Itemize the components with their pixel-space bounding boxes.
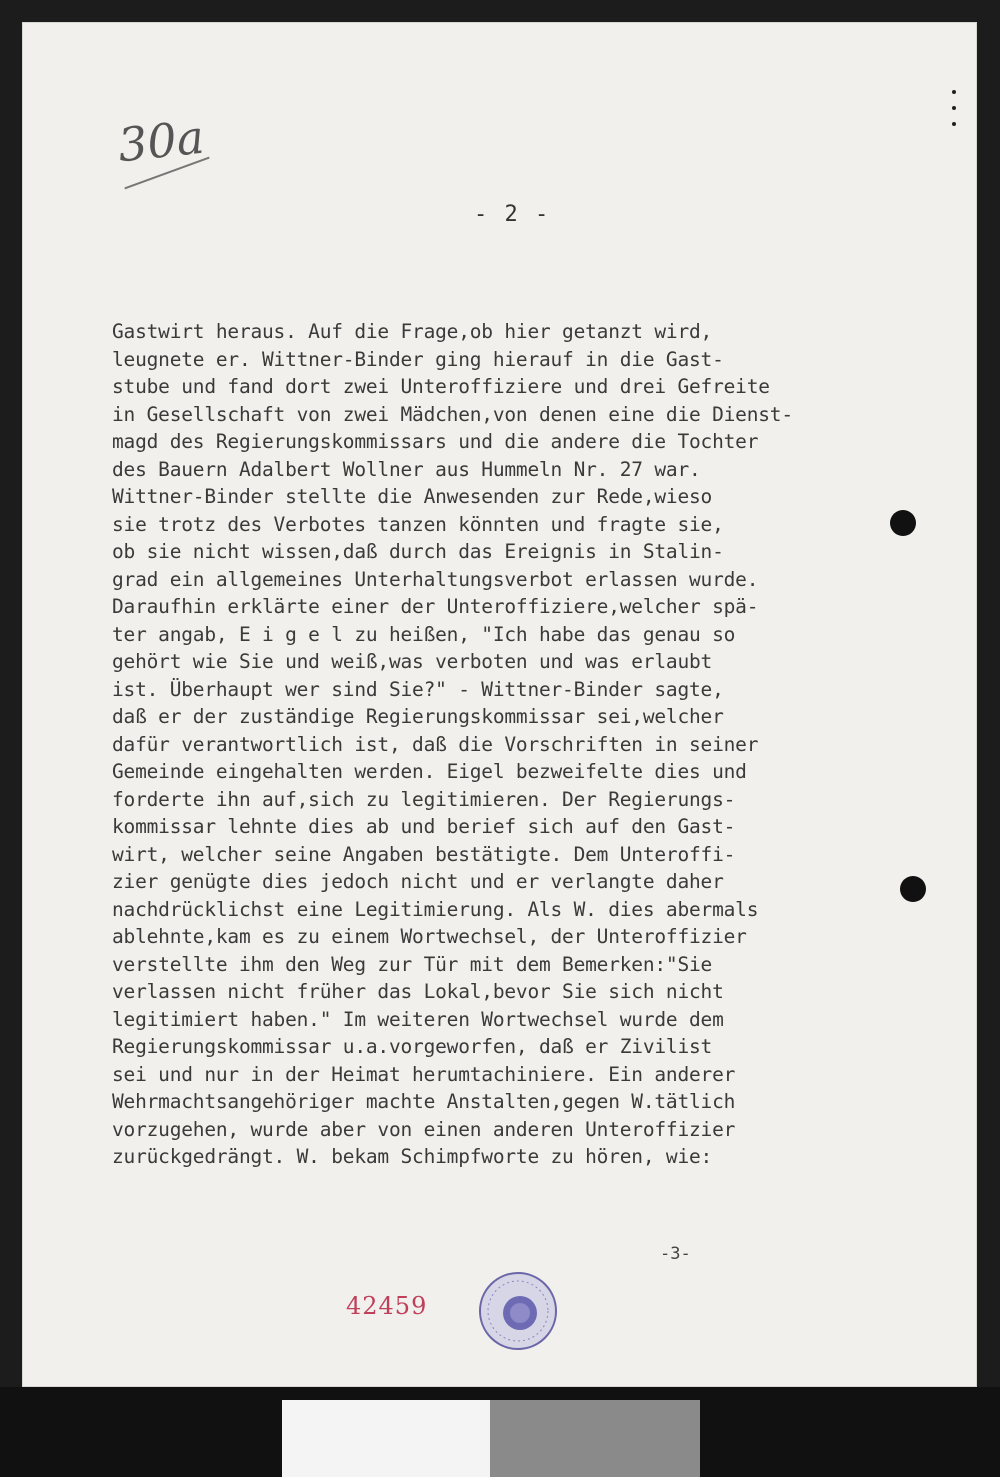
- punch-hole: [890, 510, 916, 536]
- text-line: daß er der zuständige Regierungskommissar sei,welcher: [112, 705, 724, 728]
- archive-seal-stamp: [477, 1270, 559, 1352]
- text-line: Daraufhin erklärte einer der Unteroffiziere,welcher spä-: [112, 595, 759, 618]
- handwritten-folio-number: 30a: [115, 109, 207, 173]
- document-page: [22, 22, 977, 1387]
- text-line: Gemeinde eingehalten werden. Eigel bezweifelte dies und: [112, 760, 747, 783]
- text-line: magd des Regierungskommissars und die andere die Tochter: [112, 430, 759, 453]
- text-line: sie trotz des Verbotes tanzen könnten und fragte sie,: [112, 512, 724, 536]
- body-text: [112, 318, 832, 1171]
- text-line: nachdrücklichst eine Legitimierung. Als W. dies abermals: [112, 897, 759, 921]
- text-line: zier genügte dies jedoch nicht und er verlangte daher: [112, 870, 724, 893]
- continuation-marker: -3-: [660, 1244, 691, 1264]
- text-line: ob sie nicht wissen,daß durch das Ereignis in Stalin-: [112, 540, 724, 563]
- text-line: verlassen nicht früher das Lokal,bevor Sie sich nicht: [112, 980, 724, 1003]
- text-line: ablehnte,kam es zu einem Wortwechsel, der Unteroffizier: [112, 925, 747, 948]
- page-number: - 2 -: [474, 202, 551, 227]
- text-line: sei und nur in der Heimat herumtachiniere. Ein anderer: [112, 1062, 736, 1086]
- edge-marks: [950, 90, 960, 140]
- text-line: grad ein allgemeines Unterhaltungsverbot erlassen wurde.: [112, 567, 759, 591]
- punch-hole: [900, 876, 926, 902]
- text-line: verstellte ihm den Weg zur Tür mit dem Bemerken:"Sie: [112, 952, 713, 976]
- text-line: Regierungskommissar u.a.vorgeworfen, daß er Zivilist: [112, 1035, 713, 1058]
- text-line: ist. Überhaupt wer sind Sie?" - Wittner-Binder sagte,: [112, 677, 724, 701]
- text-line: gehört wie Sie und weiß,was verboten und was erlaubt: [112, 650, 713, 673]
- text-line: kommissar lehnte dies ab und berief sich auf den Gast-: [112, 815, 736, 838]
- color-calibration-white: [282, 1400, 490, 1477]
- text-line: dafür verantwortlich ist, daß die Vorschriften in seiner: [112, 732, 759, 756]
- text-line: Wittner-Binder stellte die Anwesenden zur Rede,wieso: [112, 485, 713, 508]
- text-line: Wehrmachtsangehöriger machte Anstalten,gegen W.tätlich: [112, 1090, 736, 1113]
- text-line: wirt, welcher seine Angaben bestätigte. Dem Unteroffi-: [112, 842, 736, 866]
- color-calibration-gray: [490, 1400, 700, 1477]
- text-line: leugnete er. Wittner-Binder ging hierauf in die Gast-: [112, 347, 724, 371]
- text-line: legitimiert haben." Im weiteren Wortwechsel wurde dem: [112, 1007, 724, 1031]
- archive-number-stamp: 42459: [346, 1292, 428, 1320]
- text-line: Gastwirt heraus. Auf die Frage,ob hier getanzt wird,: [112, 320, 713, 343]
- text-line: stube und fand dort zwei Unteroffiziere und drei Gefreite: [112, 375, 770, 398]
- text-line: in Gesellschaft von zwei Mädchen,von denen eine die Dienst-: [112, 402, 793, 426]
- text-line: ter angab, E i g e l zu heißen, "Ich habe das genau so: [112, 622, 736, 646]
- text-line: vorzugehen, wurde aber von einen anderen Unteroffizier: [112, 1117, 736, 1141]
- text-line: forderte ihn auf,sich zu legitimieren. Der Regierungs-: [112, 787, 736, 811]
- text-line: des Bauern Adalbert Wollner aus Hummeln Nr. 27 war.: [112, 457, 701, 481]
- text-line: zurückgedrängt. W. bekam Schimpfworte zu hören, wie:: [112, 1145, 713, 1168]
